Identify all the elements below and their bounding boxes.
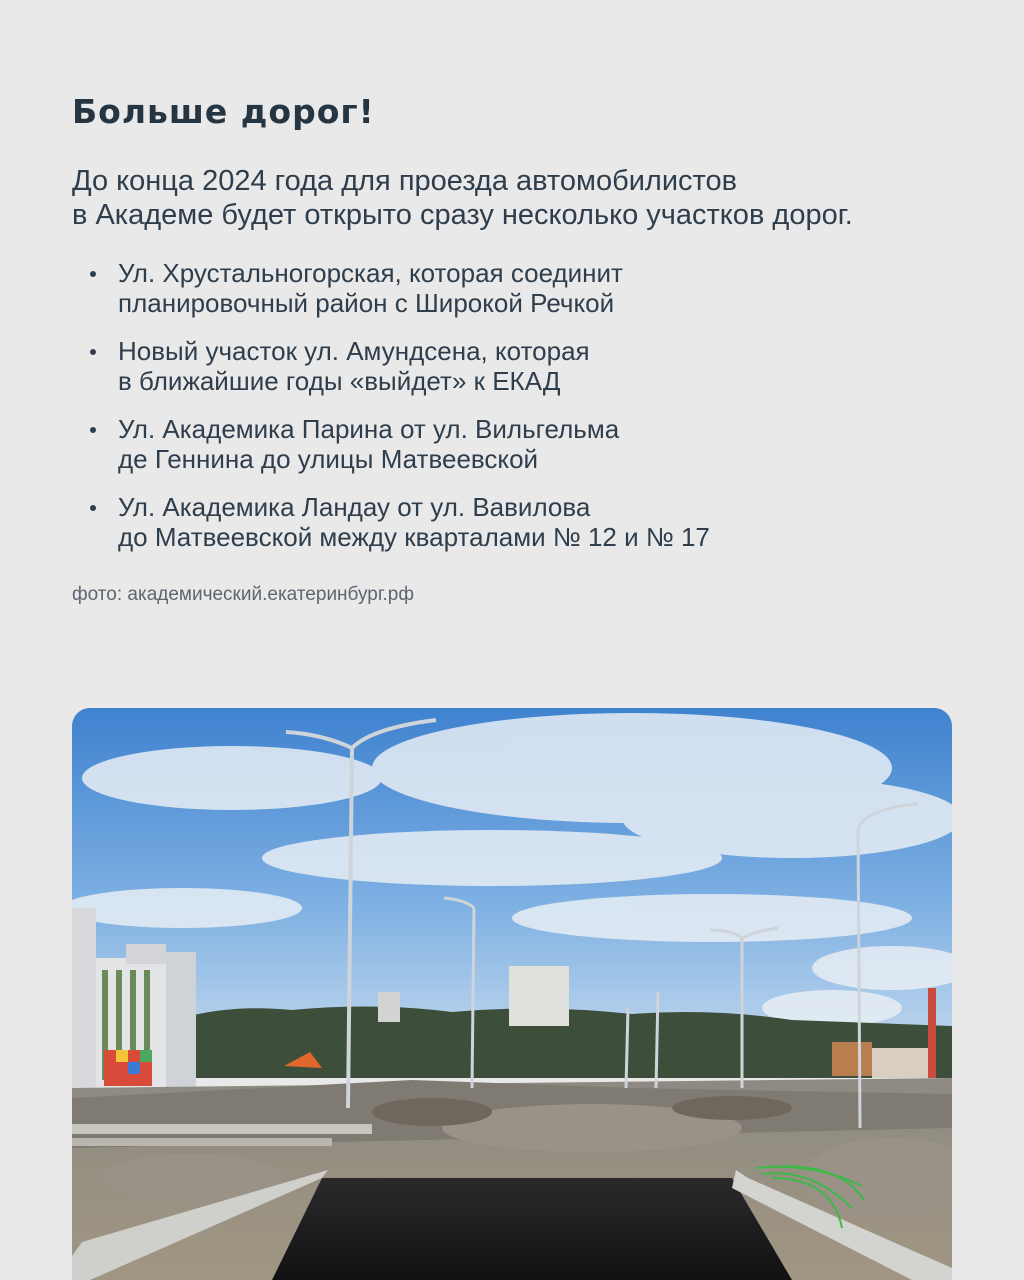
list-item	[90, 414, 970, 474]
list-item-line: до Матвеевской между кварталами № 12 и № 17	[118, 522, 710, 552]
list-item	[90, 492, 970, 552]
bullet-icon	[90, 505, 96, 511]
list-item-line: де Геннина до улицы Матвеевской	[118, 444, 539, 474]
list-item-line: Ул. Академика Парина от ул. Вильгельма	[118, 414, 620, 444]
intro-line-1: До конца 2024 года для проезда автомобилистов	[72, 165, 738, 197]
list-item	[90, 336, 970, 396]
list-item-line: Новый участок ул. Амундсена, которая	[118, 336, 590, 366]
list-item-line: планировочный район с Широкой Речкой	[118, 288, 615, 318]
intro-paragraph	[72, 164, 1002, 232]
list-item-line: Ул. Хрустальногорская, которая соединит	[118, 258, 623, 288]
bullet-icon	[90, 271, 96, 277]
road-sections-list	[90, 258, 970, 570]
list-item-line: Ул. Академика Ландау от ул. Вавилова	[118, 492, 591, 522]
list-item	[90, 258, 970, 318]
bullet-icon	[90, 427, 96, 433]
construction-site-photo	[72, 708, 952, 1280]
list-item-line: в ближайшие годы «выйдет» к ЕКАД	[118, 366, 561, 396]
intro-line-2: в Академе будет открыто сразу несколько участков дорог.	[72, 199, 853, 231]
bullet-icon	[90, 349, 96, 355]
photo-credit: фото: академический.екатеринбург.рф	[72, 584, 414, 605]
page-title: Больше дорог!	[72, 92, 375, 131]
